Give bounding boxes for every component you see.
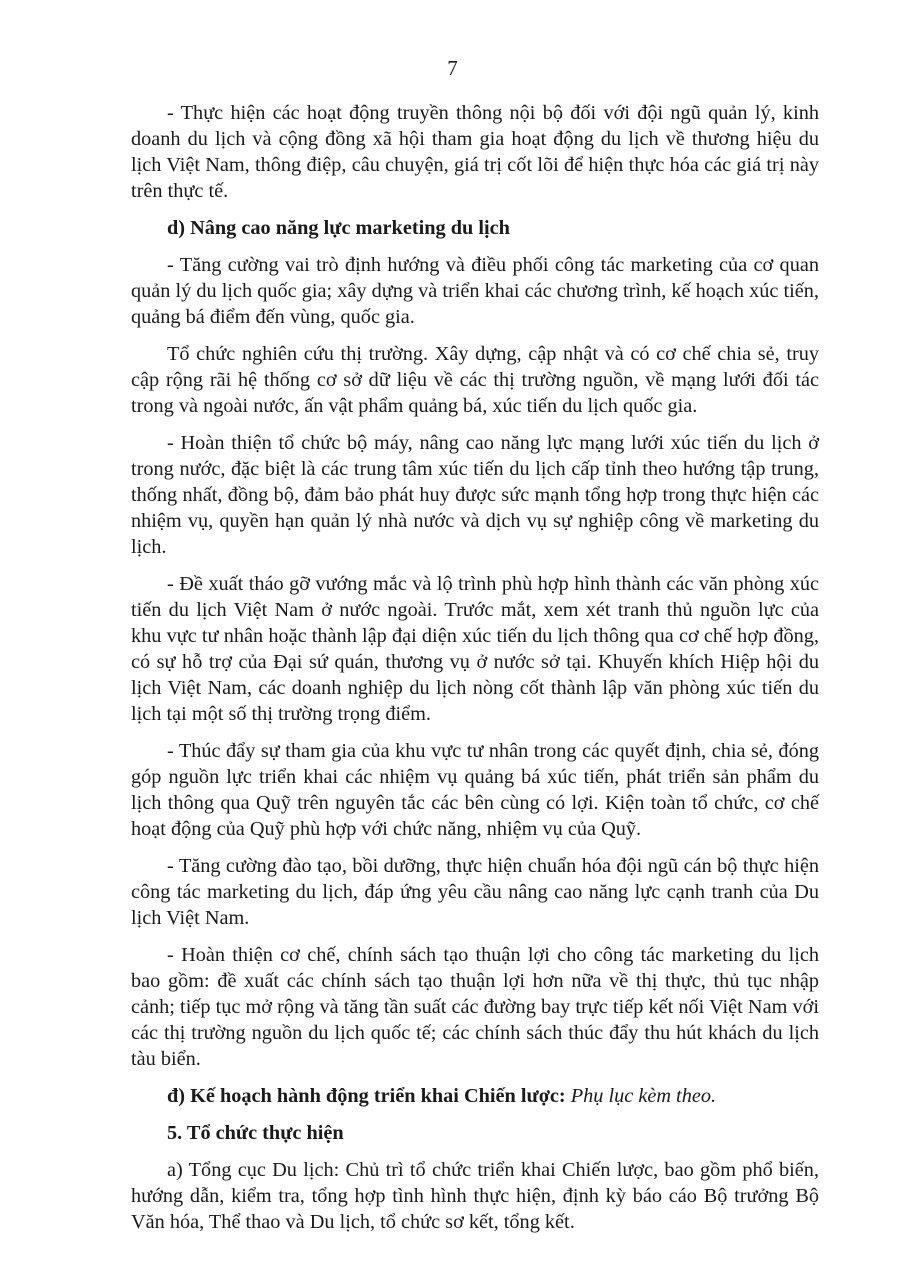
paragraph-organization-network: - Hoàn thiện tổ chức bộ máy, nâng cao năng lực mạng lưới xúc tiến du lịch ở trong nước, đặc biệt là các trung tâm xúc tiến du lịch cấp tỉnh theo hướng tập trung, thống nhất, đồng bộ, đảm bảo phát huy được sức mạnh tổng hợp trong thực hiện các nhiệm vụ, quyền hạn quản lý nhà nước và dịch vụ sự nghiệp công về marketing du lịch. <box>131 432 819 558</box>
paragraph-market-research: Tổ chức nghiên cứu thị trường. Xây dựng, cập nhật và có cơ chế chia sẻ, truy cập rộng rãi hệ thống cơ sở dữ liệu về các thị trường nguồn, về mạng lưới đối tác trong và ngoài nước, ấn vật phẩm quảng bá, xúc tiến du lịch quốc gia. <box>131 343 819 417</box>
section-heading-implementation: 5. Tổ chức thực hiện <box>167 1122 344 1144</box>
section-heading-marketing-capacity: d) Nâng cao năng lực marketing du lịch <box>167 217 510 239</box>
paragraph-policy-mechanism: - Hoàn thiện cơ chế, chính sách tạo thuận lợi cho công tác marketing du lịch bao gồm: đề xuất các chính sách tạo thuận lợi hơn nữa về thị thực, thủ tục nhập cảnh; tiếp tục mở rộng và tăng tần suất các đường bay trực tiếp kết nối Việt Nam với các thị trường nguồn du lịch quốc tế; các chính sách thúc đẩy thu hút khách du lịch tàu biển. <box>131 944 819 1070</box>
section-heading-action-plan <box>131 1083 819 1109</box>
paragraph-private-sector: - Thúc đẩy sự tham gia của khu vực tư nhân trong các quyết định, chia sẻ, đóng góp nguồn lực triển khai các nhiệm vụ quảng bá xúc tiến, phát triển sản phẩm du lịch thông qua Quỹ trên nguyên tắc các bên cùng có lợi. Kiện toàn tổ chức, cơ chế hoạt động của Quỹ phù hợp với chức năng, nhiệm vụ của Quỹ. <box>131 740 819 840</box>
action-plan-label: đ) Kế hoạch hành động triển khai Chiến lược: <box>167 1085 571 1107</box>
document-body <box>131 100 819 1246</box>
paragraph-coordination-role: - Tăng cường vai trò định hướng và điều phối công tác marketing của cơ quan quản lý du lịch quốc gia; xây dựng và triển khai các chương trình, kế hoạch xúc tiến, quảng bá điểm đến vùng, quốc gia. <box>131 254 819 328</box>
paragraph-tourism-administration: a) Tổng cục Du lịch: Chủ trì tổ chức triển khai Chiến lược, bao gồm phổ biến, hướng dẫn, kiểm tra, tổng hợp tình hình thực hiện, định kỳ báo cáo Bộ trưởng Bộ Văn hóa, Thể thao và Du lịch, tổ chức sơ kết, tổng kết. <box>131 1159 819 1233</box>
page-number: 7 <box>447 56 458 80</box>
paragraph-internal-communication: - Thực hiện các hoạt động truyền thông nội bộ đối với đội ngũ quản lý, kinh doanh du lịch và cộng đồng xã hội tham gia hoạt động du lịch về thương hiệu du lịch Việt Nam, thông điệp, câu chuyện, giá trị cốt lõi để hiện thực hóa các giá trị này trên thực tế. <box>131 102 819 202</box>
paragraph-overseas-offices: - Đề xuất tháo gỡ vướng mắc và lộ trình phù hợp hình thành các văn phòng xúc tiến du lịch Việt Nam ở nước ngoài. Trước mắt, xem xét tranh thủ nguồn lực của khu vực tư nhân hoặc thành lập đại diện xúc tiến du lịch thông qua cơ chế hợp đồng, có sự hỗ trợ của Đại sứ quán, thương vụ ở nước sở tại. Khuyến khích Hiệp hội du lịch Việt Nam, các doanh nghiệp du lịch nòng cốt thành lập văn phòng xúc tiến du lịch tại một số thị trường trọng điểm. <box>131 573 819 725</box>
appendix-reference: Phụ lục kèm theo. <box>570 1085 717 1107</box>
paragraph-training: - Tăng cường đào tạo, bồi dưỡng, thực hiện chuẩn hóa đội ngũ cán bộ thực hiện công tác marketing du lịch, đáp ứng yêu cầu nâng cao năng lực cạnh tranh của Du lịch Việt Nam. <box>131 855 819 929</box>
